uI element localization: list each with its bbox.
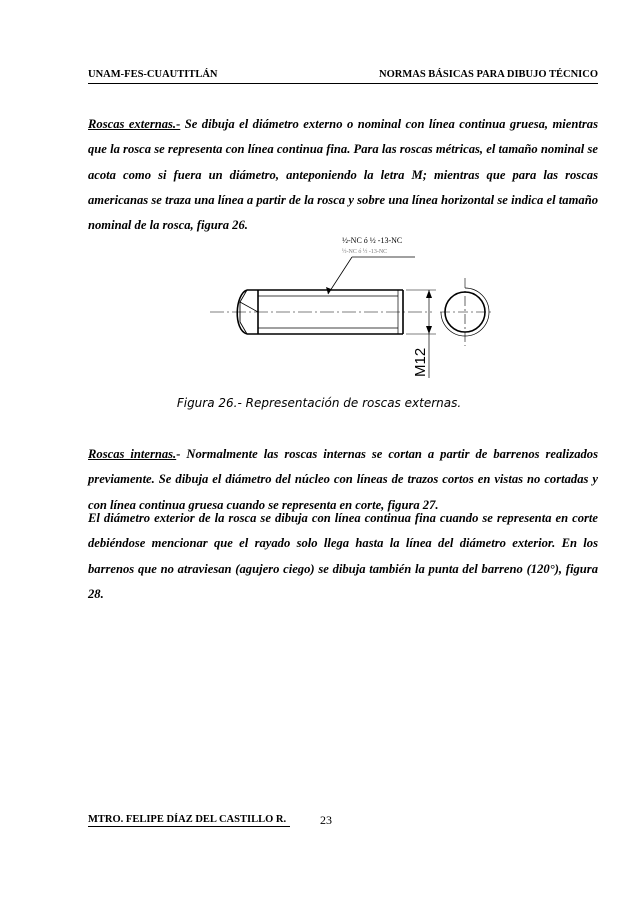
page-number: 23	[320, 813, 332, 827]
text-external-threads: Se dibuja el diámetro externo o nominal con línea continua gruesa, mientras que la rosca se representa con línea continua fina. Para las roscas métricas, el tamaño nominal se acota como si fuera un diámetro, anteponiendo la letra M; mientras que para las roscas americanas se traza una línea a partir de la rosca y sobre una línea horizontal se indica el tamaño nominal de la rosca, figura 26.	[88, 117, 598, 233]
thread-callout-ghost: ½-NC ó ½ -13-NC	[342, 249, 388, 255]
heading-external-threads: Roscas externas.-	[88, 117, 181, 131]
header-rule	[88, 83, 598, 84]
figure-26-caption: Figura 26.- Representación de roscas externas.	[176, 396, 462, 410]
footer-author: MTRO. FELIPE DÍAZ DEL CASTILLO R.	[88, 814, 287, 825]
dimension-m12: M12	[412, 347, 429, 377]
figure-26-drawing	[200, 230, 500, 380]
thread-drawing	[200, 230, 500, 380]
text-internal-threads: - Normalmente las roscas internas se cortan a partir de barrenos realizados previamente. Se dibuja el diámetro del núcleo con líneas de trazos cortos en vistas no cortadas y con línea continua gruesa cuando se representa en corte, figura 27.	[88, 447, 598, 512]
leader-line	[328, 257, 352, 294]
footer-rule	[88, 826, 290, 827]
paragraph-external-threads	[88, 112, 598, 238]
header-institution: UNAM-FES-CUAUTITLÁN	[88, 69, 218, 80]
thread-callout: ½-NC ó ½ -13-NC	[342, 236, 403, 245]
paragraph-exterior-diameter: El diámetro exterior de la rosca se dibuja con línea continua fina cuando se representa en corte debiéndose mencionar que el rayado solo llega hasta la línea del diámetro exterior. En los barrenos que no atraviesan (agujero ciego) se dibuja también la punta del barreno (120°), figura 28.	[88, 511, 598, 601]
heading-internal-threads: Roscas internas.	[88, 447, 177, 461]
header-title: NORMAS BÁSICAS PARA DIBUJO TÉCNICO	[379, 69, 598, 80]
